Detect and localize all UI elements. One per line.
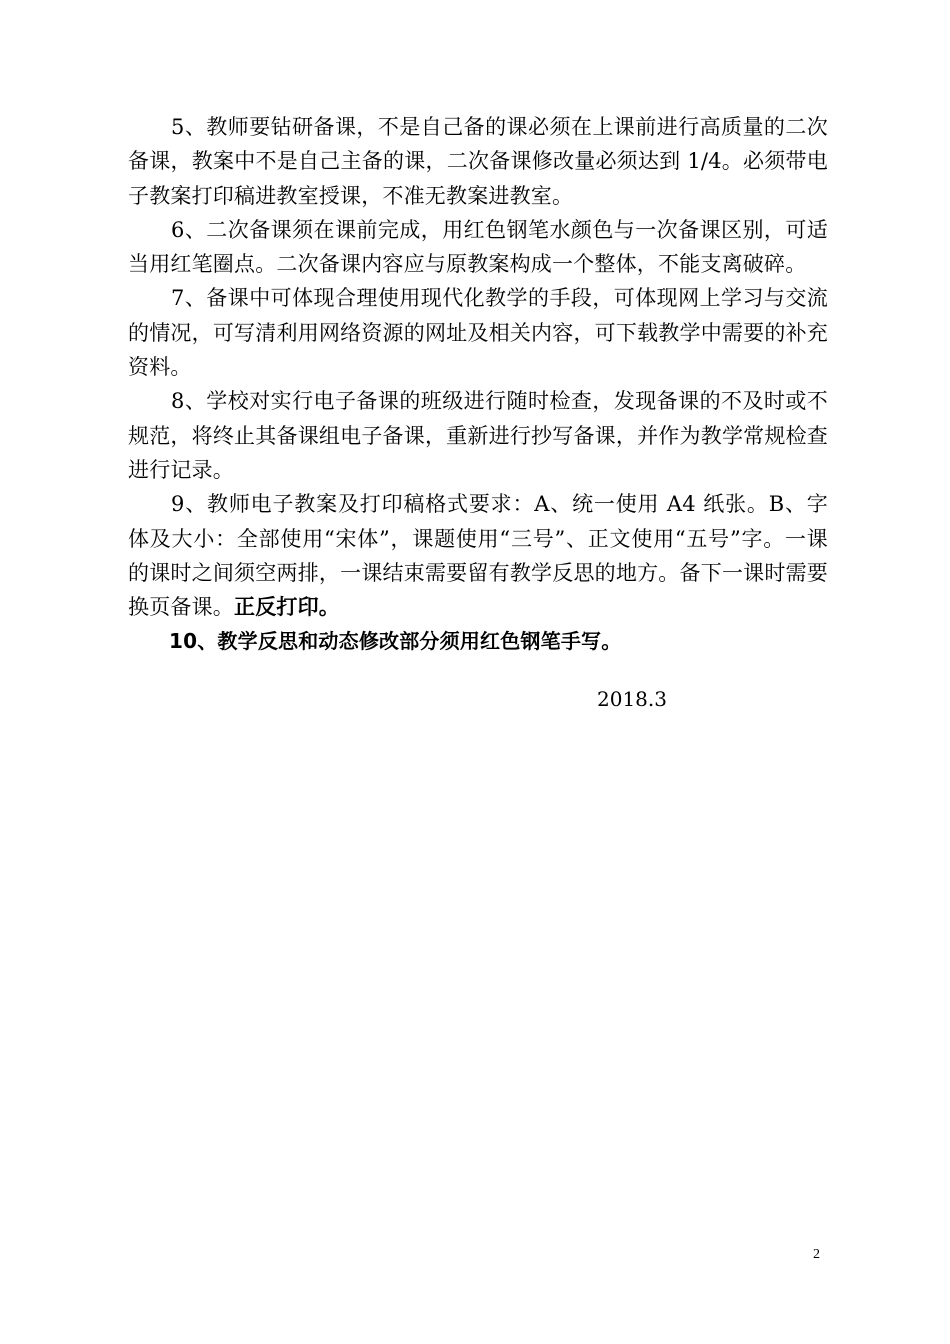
paragraph-item-6: 6、二次备课须在课前完成，用红色钢笔水颜色与一次备课区别，可适当用红笔圈点。二次备课内容应与原教案构成一个整体，不能支离破碎。 (128, 217, 828, 277)
paragraph-item-8: 8、学校对实行电子备课的班级进行随时检查，发现备课的不及时或不规范，将终止其备课组电子备课，重新进行抄写备课，并作为教学常规检查进行记录。 (128, 389, 828, 482)
paragraph-item-7: 7、备课中可体现合理使用现代化教学的手段，可体现网上学习与交流的情况，可写清利用网络资源的网址及相关内容，可下载教学中需要的补充资料。 (128, 286, 828, 380)
paragraph-item-5: 5、教师要钻研备课，不是自己备的课必须在上课前进行高质量的二次备课，教案中不是自己主备的课，二次备课修改量必须达到 1/4。必须带电子教案打印稿进教室授课，不准无教案进教室。 (128, 115, 828, 208)
page-number: 2 (813, 1247, 820, 1262)
paragraph-item-9-emphasis: 正反打印。 (234, 595, 340, 620)
document-date: 2018.3 (597, 687, 667, 711)
document-body (128, 110, 828, 659)
paragraph-item-10: 10、教学反思和动态修改部分须用红色钢笔手写。 (169, 629, 622, 654)
paragraph-item-9-text: 9、教师电子教案及打印稿格式要求：A、统一使用 A4 纸张。B、字体及大小：全部使用“宋体”，课题使用“三号”、正文使用“五号”字。一课的课时之间须空两排，一课结束需要留有教学反思的地方。备下一课时需要换页备课。 (128, 492, 828, 620)
paragraph-item-9 (128, 487, 828, 624)
